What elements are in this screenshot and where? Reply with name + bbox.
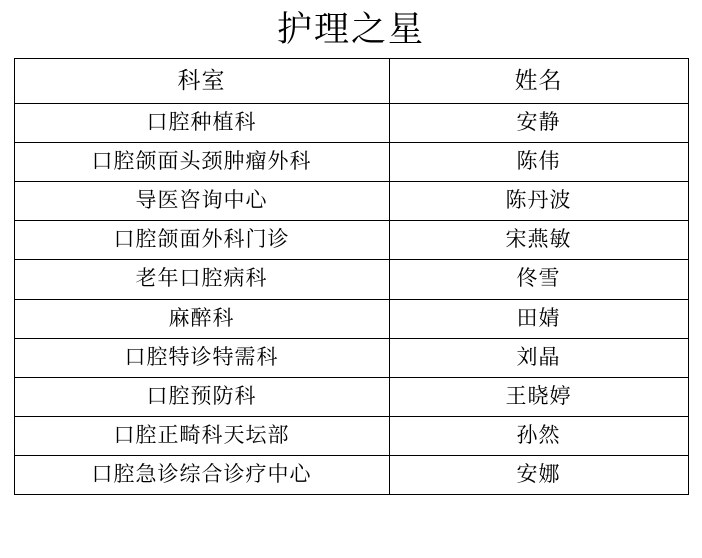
cell-department: 口腔特诊特需科 [14,338,389,377]
document-page [0,8,702,558]
table-row [14,104,688,143]
cell-name: 刘晶 [389,338,688,377]
table-row [14,377,688,416]
table-row [14,455,688,494]
cell-department: 导医咨询中心 [14,182,389,221]
cell-name: 田婧 [389,299,688,338]
page-title: 护理之星 [276,10,425,49]
cell-name: 宋燕敏 [389,221,688,260]
cell-name: 王晓婷 [389,377,688,416]
table-row [14,221,688,260]
nursing-star-table [14,58,689,495]
cell-name: 孙然 [389,416,688,455]
cell-department: 老年口腔病科 [14,260,389,299]
cell-department: 麻醉科 [14,299,389,338]
table-header-row [14,58,688,103]
table-row [14,416,688,455]
cell-department: 口腔正畸科天坛部 [14,416,389,455]
column-header-name: 姓名 [389,58,688,103]
cell-name: 佟雪 [389,260,688,299]
table-row [14,260,688,299]
cell-department: 口腔急诊综合诊疗中心 [14,455,389,494]
table-row [14,299,688,338]
table-row [14,182,688,221]
cell-department: 口腔预防科 [14,377,389,416]
cell-department: 口腔颌面头颈肿瘤外科 [14,143,389,182]
table-row [14,143,688,182]
cell-department: 口腔颌面外科门诊 [14,221,389,260]
cell-name: 陈丹波 [389,182,688,221]
column-header-department: 科室 [14,58,389,103]
cell-name: 陈伟 [389,143,688,182]
cell-department: 口腔种植科 [14,104,389,143]
cell-name: 安娜 [389,455,688,494]
cell-name: 安静 [389,104,688,143]
table-row [14,338,688,377]
